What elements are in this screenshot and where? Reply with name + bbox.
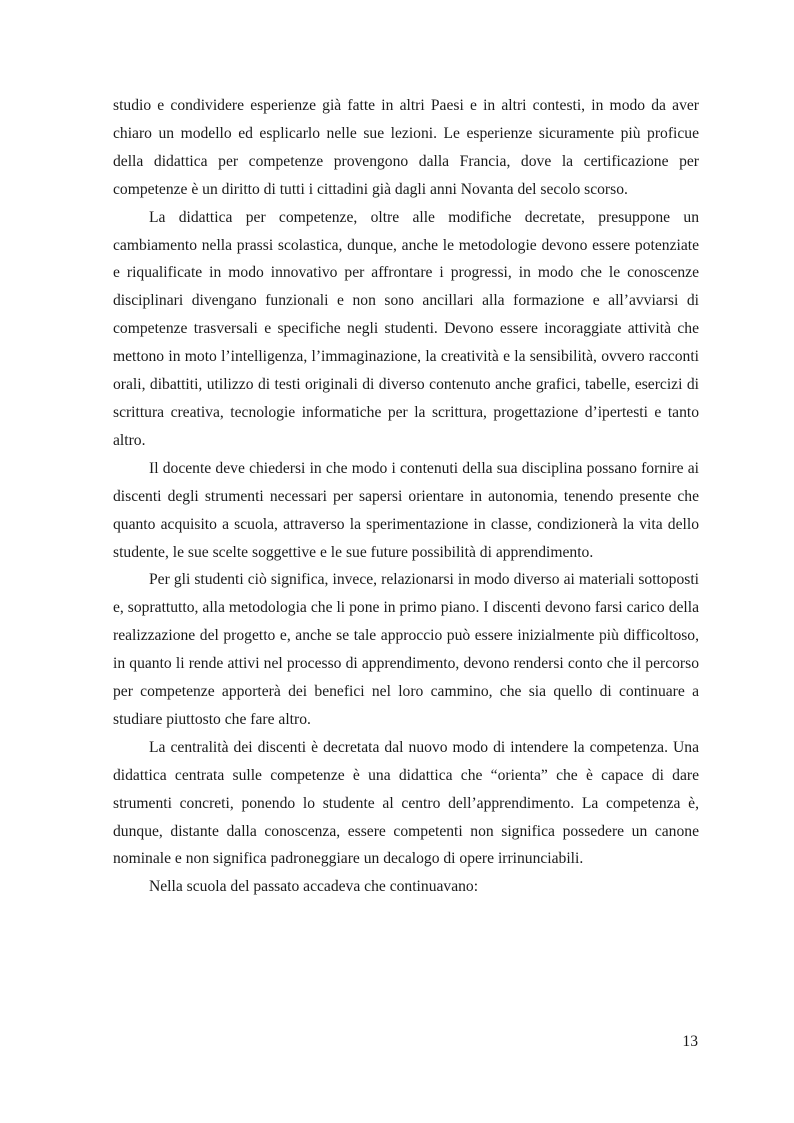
paragraph-6: Nella scuola del passato accadeva che continuavano: xyxy=(149,878,479,896)
paragraph-2: La didattica per competenze, oltre alle modifiche decretate, presuppone un cambiamento nella prassi scolastica, dunque, anche le metodologie devono essere potenziate e riqualificate in modo innovativo per affrontare i progressi, in modo che le conoscenze disciplinari divengano funzionali e non sono ancillari alla formazione e all’avviarsi di competenze trasversali e specifiche negli studenti. Devono essere incoraggiate attività che mettono in moto l’intelligenza, l’immaginazione, la creatività e la sensibilità, ovvero racconti orali, dibattiti, utilizzo di testi originali di diverso contenuto anche grafici, tabelle, esercizi di scrittura creativa, tecnologie informatiche per la scrittura, progettazione d’ipertesti e tanto altro. xyxy=(113,208,699,449)
page-number: 13 xyxy=(682,1033,698,1050)
page-body xyxy=(113,92,699,901)
paragraph-1: studio e condividere esperienze già fatte in altri Paesi e in altri contesti, in modo da aver chiaro un modello ed esplicarlo nelle sue lezioni. Le esperienze sicuramente più proficue della didattica per competenze provengono dalla Francia, dove la certificazione per competenze è un diritto di tutti i cittadini già dagli anni Novanta del secolo scorso. xyxy=(113,97,699,198)
paragraph-5: La centralità dei discenti è decretata dal nuovo modo di intendere la competenza. Una didattica centrata sulle competenze è una didattica che “orienta” che è capace di dare strumenti concreti, ponendo lo studente al centro dell’apprendimento. La competenza è, dunque, distante dalla conoscenza, essere competenti non significa possedere un canone nominale e non significa padroneggiare un decalogo di opere irrinunciabili. xyxy=(113,738,699,868)
paragraph-4: Per gli studenti ciò significa, invece, relazionarsi in modo diverso ai materiali sottoposti e, soprattutto, alla metodologia che li pone in primo piano. I discenti devono farsi carico della realizzazione del progetto e, anche se tale approccio può essere inizialmente più difficoltoso, in quanto li rende attivi nel processo di apprendimento, devono rendersi conto che il percorso per competenze apporterà dei benefici nel loro cammino, che sia quello di continuare a studiare piuttosto che fare altro. xyxy=(113,571,699,728)
paragraph-3: Il docente deve chiedersi in che modo i contenuti della sua disciplina possano fornire ai discenti degli strumenti necessari per sapersi orientare in autonomia, tenendo presente che quanto acquisito a scuola, attraverso la sperimentazione in classe, condizionerà la vita dello studente, le sue scelte soggettive e le sue future possibilità di apprendimento. xyxy=(113,459,699,561)
